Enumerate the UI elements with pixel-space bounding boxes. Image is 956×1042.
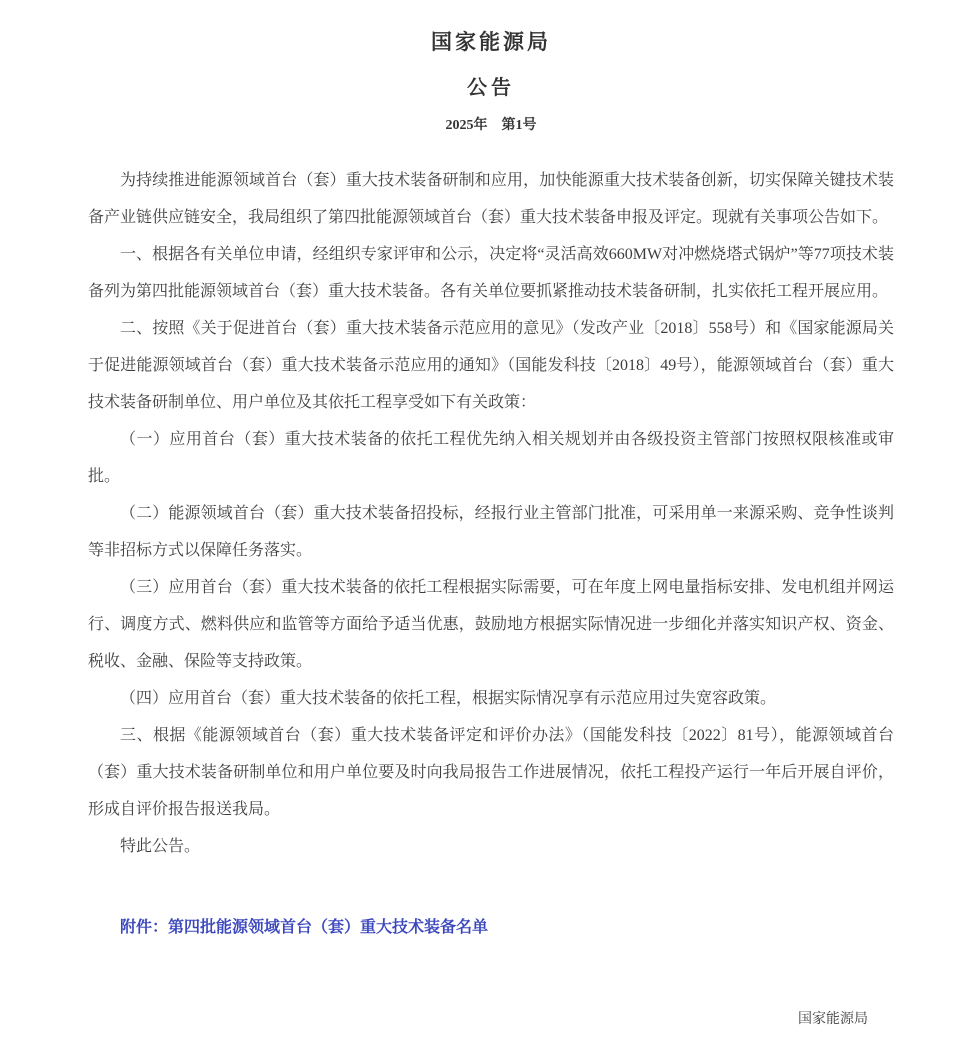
attachment-line xyxy=(88,909,894,946)
attachment-link[interactable]: 第四批能源领域首台（套）重大技术装备名单 xyxy=(168,919,489,936)
paragraph: 一、根据各有关单位申请，经组织专家评审和公示，决定将“灵活高效660MW对冲燃烧塔式锅炉”等77项技术装备列为第四批能源领域首台（套）重大技术装备。各有关单位要抓紧推动技术装备研制，扎实依托工程开展应用。 xyxy=(88,246,894,300)
paragraph: （三）应用首台（套）重大技术装备的依托工程根据实际需要，可在年度上网电量指标安排、发电机组并网运行、调度方式、燃料供应和监管等方面给予适当优惠，鼓励地方根据实际情况进一步细化并落实知识产权、资金、税收、金融、保险等支持政策。 xyxy=(88,579,894,670)
footer-signature: 国家能源局 xyxy=(798,1012,868,1027)
paragraph: （四）应用首台（套）重大技术装备的依托工程，根据实际情况享有示范应用过失宽容政策。 xyxy=(120,690,777,707)
paragraph: （二）能源领域首台（套）重大技术装备招投标，经报行业主管部门批准，可采用单一来源采购、竞争性谈判等非招标方式以保障任务落实。 xyxy=(88,505,894,559)
attachment-label: 附件： xyxy=(120,919,169,936)
doc-number: 2025年 第1号 xyxy=(445,118,537,133)
paragraph: 为持续推进能源领域首台（套）重大技术装备研制和应用，加快能源重大技术装备创新，切实保障关键技术装备产业链供应链安全，我局组织了第四批能源领域首台（套）重大技术装备申报及评定。现就有关事项公告如下。 xyxy=(88,172,894,226)
agency-title: 国家能源局 xyxy=(431,30,551,54)
paragraph-closing: 特此公告。 xyxy=(120,838,201,855)
paragraph: 二、按照《关于促进首台（套）重大技术装备示范应用的意见》（发改产业〔2018〕558号）和《国家能源局关于促进能源领域首台（套）重大技术装备示范应用的通知》（国能发科技〔2018〕49号），能源领域首台（套）重大技术装备研制单位、用户单位及其依托工程享受如下有关政策： xyxy=(88,320,894,411)
paragraph-container xyxy=(88,162,894,865)
paragraph: （一）应用首台（套）重大技术装备的依托工程优先纳入相关规划并由各级投资主管部门按照权限核准或审批。 xyxy=(88,431,894,485)
doc-type-title: 公告 xyxy=(467,77,515,99)
paragraph: 三、根据《能源领域首台（套）重大技术装备评定和评价办法》（国能发科技〔2022〕81号），能源领域首台（套）重大技术装备研制单位和用户单位要及时向我局报告工作进展情况，依托工程投产运行一年后开展自评价，形成自评价报告报送我局。 xyxy=(88,727,894,818)
